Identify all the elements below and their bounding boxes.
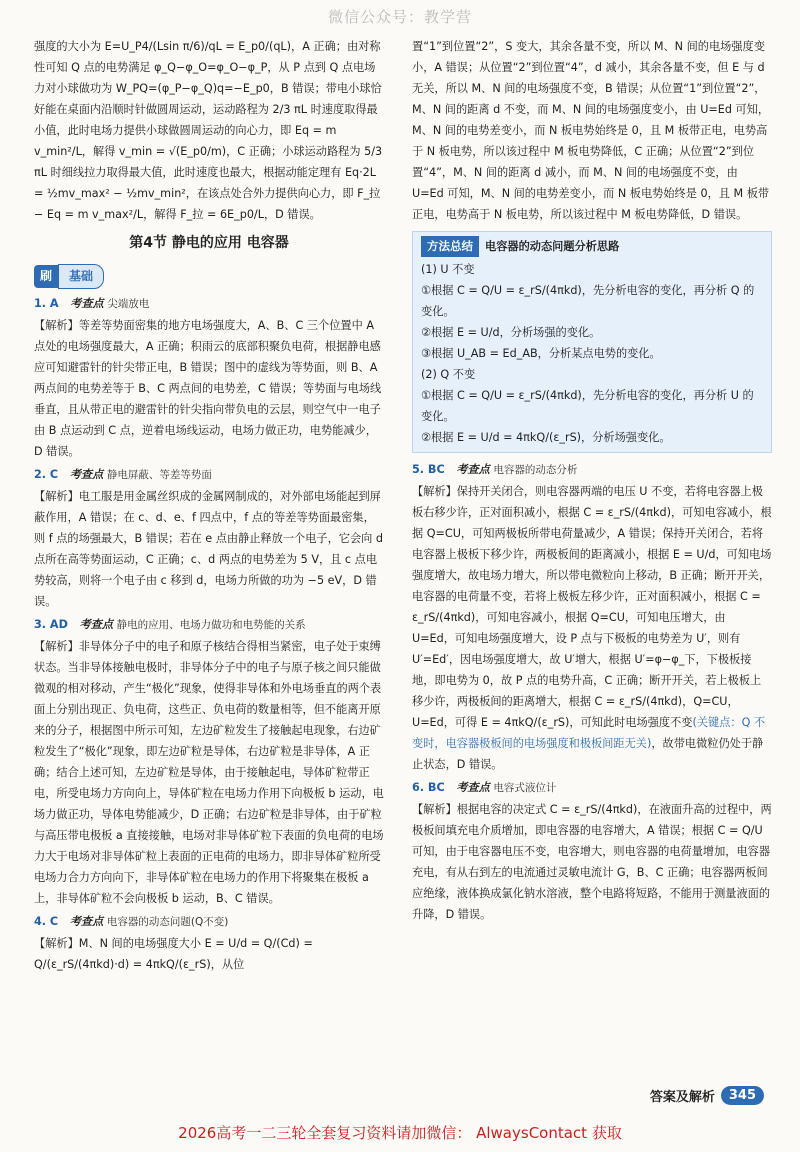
answer-1 <box>34 293 384 462</box>
answer-explanation: 【解析】非导体分子中的电子和原子核结合得相当紧密，电子处于束缚状态。当非导体接触电极时，非导体分子中的电子与原子核之间只能做微观的相对移动，产生“极化”现象，使得非导体和外电场垂直的两个表面上分别出现正、负电荷，这些正、负电荷的数量相等，但不能离开原来的分子，根据图中所示可知，左边矿粒发生了接触起电现象，右边矿粒发生了“极化”现象，即左边矿粒是导体，右边矿粒是非导体，A 正确；结合上述可知，左边矿粒是导体，由于接触起电，导体矿粒带正电，所受电场力方向向上，导体矿粒在电场力作用下向极板 b 运动，电场力做正功，导体电势能减少，D 正确；右边矿粒是非导体，由于矿粒与高压带电极板 a 直接接触，电场对非导体矿粒下表面的负电荷的电场力大于电场对非导体矿粒上表面的正电荷的电场力，即非导体矿粒所受电场力合力方向向下，非导体矿粒在电场力的作用下将聚集在极板 a 上，非导体矿粒不会向极板 b 运动，B、C 错误。 <box>34 640 384 905</box>
answer-explanation: 【解析】根据电容的决定式 C = ε_rS/(4πkd)，在液面升高的过程中，两极板间填充电介质增加，即电容器的电容增大，A 错误；根据 C = Q/U 可知，由于电容器电压不变，电容增大，则电容器的电荷量增加，电容器充电，有从右到左的电流通过灵敏电流计 G，B、C 正确；电容器两板间应绝缘，液体换成氯化钠水溶液，整个电路将短路，不能用于测量液面的升降，D 错误。 <box>412 803 772 921</box>
method-summary-title: 电容器的动态问题分析思路 <box>485 240 620 253</box>
right-column <box>412 36 772 927</box>
kaochadian-topic: 静电屏蔽、等差等势面 <box>106 469 212 481</box>
answer-6 <box>412 777 772 925</box>
page-number-badge <box>650 1086 764 1105</box>
kaochadian-topic: 电容器的动态分析 <box>493 464 578 476</box>
answer-4 <box>34 911 384 975</box>
answer-number: 3. AD <box>34 618 68 631</box>
answer-number: 4. C <box>34 915 59 928</box>
method-summary-box <box>412 231 772 453</box>
answer-explanation: 【解析】等差等势面密集的地方电场强度大，A、B、C 三个位置中 A 点处的电场强度最大，A 正确；积雨云的底部积聚负电荷，根据静电感应可知避雷针的针尖带正电，B 错误；图中的虚线为等势面，则 B、A 两点间的电势差等于 B、C 两点间的电势差，C 错误；等势面与电场线垂直，且从带正电的避雷针的针尖指向带负电的云层，则空气中一电子由 B 点运动到 C 点，逆着电场线运动，电场力做正功，电势能减少，D 错误。 <box>34 319 382 458</box>
page-label: 答案及解析 <box>649 1090 715 1105</box>
continuation-paragraph: 置“1”到位置“2”，S 变大，其余各量不变，所以 M、N 间的电场强度变小，A 错误；从位置“2”到位置“4”，d 减小，其余各量不变，但 E 与 d 无关，所以 M、N 间的电场强度不变，B 错误；从位置“1”到位置“2”，M、N 间的距离 d 不变，而 M、N 间的电场强度变小，由 U=Ed 可知，M、N 间的电势差变小，而 N 板电势始终是 0，且 M 板带正电，电势高于 N 板电势，所以该过程中 M 板电势降低，C 正确；从位置“2”到位置“4”，M、N 间的距离 d 减小，而 M、N 间的电场强度不变，由 U=Ed 可知，M、N 间的电势差变小，而 N 板电势始终是 0，且 M 板带正电，电势高于 N 板电势，所以该过程中 M 板电势降低，D 错误。 <box>412 40 770 221</box>
answer-explanation: 【解析】电工服是用金属丝织成的金属网制成的，对外部电场能起到屏蔽作用，A 错误；在 c、d、e、f 四点中，f 点的等差等势面最密集，则 f 点的场强最大，B 错误；若在 e 点由静止释放一个电子，它会向 d 点所在高等势面运动，C 正确；c、d 两点的电势差为 5 V，且 c 点电势较高，则将一个电子由 c 移到 d，电场力所做的功为 −5 eV，D 错误。 <box>34 490 383 608</box>
tag-label: 基础 <box>58 264 104 289</box>
method-line: (2) Q 不变 <box>421 368 476 381</box>
kaochadian-topic: 电容式液位计 <box>493 782 557 794</box>
level-tag <box>34 264 104 289</box>
section-title: 第4节 静电的应用 电容器 <box>129 235 289 251</box>
method-summary-label: 方法总结 <box>421 236 479 257</box>
continuation-paragraph: 强度的大小为 E=U_P4/(Lsin π/6)/qL = E_p0/(qL)，A 正确；由对称性可知 Q 点的电势满足 φ_Q−φ_O=φ_O−φ_P，从 P 点到 Q 点电场力对小球做功为 W_PQ=(φ_P−φ_Q)q=−E_p0，B 错误；带电小球恰好能在桌面内沿顺时针做圆周运动，运动路程为 2/3 πL 时速度取得最小值，此时电场力提供小球做圆周运动的向心力，即 Eq = m v_min²/L，解得 v_min = √(E_p0/m)，C 正确；小球运动路程为 5/3 πL 时细线拉力取得最大值，此时速度也最大，根据动能定理有 Eq·2L = ½mv_max² − ½mv_min²，在该点处合外力提供向心力，即 F_拉 − Eq = m v_max²/L，解得 F_拉 = 6E_p0/L，D 错误。 <box>34 40 383 221</box>
kaochadian-topic: 电容器的动态问题(Q不变) <box>106 916 229 928</box>
kaochadian-label: 考查点 <box>456 781 490 794</box>
answer-5 <box>412 459 772 775</box>
method-line: ②根据 E = U/d = 4πkQ/(ε_rS)，分析场强变化。 <box>421 431 671 444</box>
left-column <box>34 36 384 977</box>
explanation-tail: ，故带电微粒仍处于静止状态，D 错误。 <box>412 737 764 771</box>
explanation-text: 【解析】保持开关闭合，则电容器两端的电压 U 不变，若将电容器上极板右移少许，正对面积减小，根据 C = ε_rS/(4πkd)，可知电容减小，根据 Q=CU，可知两极板所带电荷量减少，A 错误；保持开关闭合，若将电容器上极板下移少许，两极板间的距离减小，根据 E = U/d，可知电场强度增大，故电场力增大，所以带电微粒向上移动，B 正确；断开开关，电容器的电荷量不变，若将上极板左移少许，正对面积减小，根据 C = ε_rS/(4πkd)，可知电容减小，根据 Q=CU，可知电压增大，由 U=Ed，可知电场强度增大，设 P 点与下极板的电势差为 U′，则有 U′=Ed′，因电场强度增大，故 U′增大，根据 U′=φ−φ_下，下极板接地，即电势为 0，故 P 点的电势升高，C 正确；断开开关，若上极板上移少许，两极板间的距离增大，根据 C = ε_rS/(4πkd)，Q=CU，U=Ed，可得 E = 4πkQ/(ε_rS)，可知此时电场强度不变 <box>412 485 772 729</box>
method-summary-header <box>421 236 763 257</box>
kaochadian-label: 考查点 <box>70 297 104 310</box>
watermark: 微信公众号：教学营 <box>327 8 472 26</box>
kaochadian-label: 考查点 <box>79 618 114 631</box>
method-line: ②根据 E = U/d，分析场强的变化。 <box>421 326 601 339</box>
key-point-note: (关键点：Q 不变时，电容器极板间的电场强度和极板间距无关) <box>412 716 766 750</box>
answer-explanation <box>412 481 772 775</box>
method-line: ③根据 U_AB = Ed_AB，分析某点电势的变化。 <box>421 347 661 360</box>
kaochadian-label: 考查点 <box>69 915 104 928</box>
answer-number: 1. A <box>34 297 59 310</box>
method-line: (1) U 不变 <box>421 263 475 276</box>
method-line: ①根据 C = Q/U = ε_rS/(4πkd)，先分析电容的变化，再分析 U 的变化。 <box>421 389 754 423</box>
answer-2 <box>34 464 384 612</box>
page-number: 345 <box>721 1086 764 1105</box>
kaochadian-topic: 静电的应用、电场力做功和电势能的关系 <box>116 619 306 631</box>
kaochadian-label: 考查点 <box>456 463 490 476</box>
method-line: ①根据 C = Q/U = ε_rS/(4πkd)，先分析电容的变化，再分析 Q 的变化。 <box>421 284 755 318</box>
kaochadian-topic: 尖端放电 <box>107 298 150 310</box>
kaochadian-label: 考查点 <box>69 468 104 481</box>
tag-icon: 刷 <box>34 265 58 288</box>
answer-explanation: 【解析】M、N 间的电场强度大小 E = U/d = Q/(Cd) = Q/(ε_rS/(4πkd)·d) = 4πkQ/(ε_rS)，从位 <box>34 937 313 971</box>
footer-notice: 2026高考一二三轮全套复习资料请加微信： AlwaysContact 获取 <box>178 1124 622 1142</box>
answer-number: 2. C <box>34 468 59 481</box>
answer-3 <box>34 614 384 909</box>
answer-number: 6. BC <box>412 781 445 794</box>
answer-number: 5. BC <box>412 463 445 476</box>
